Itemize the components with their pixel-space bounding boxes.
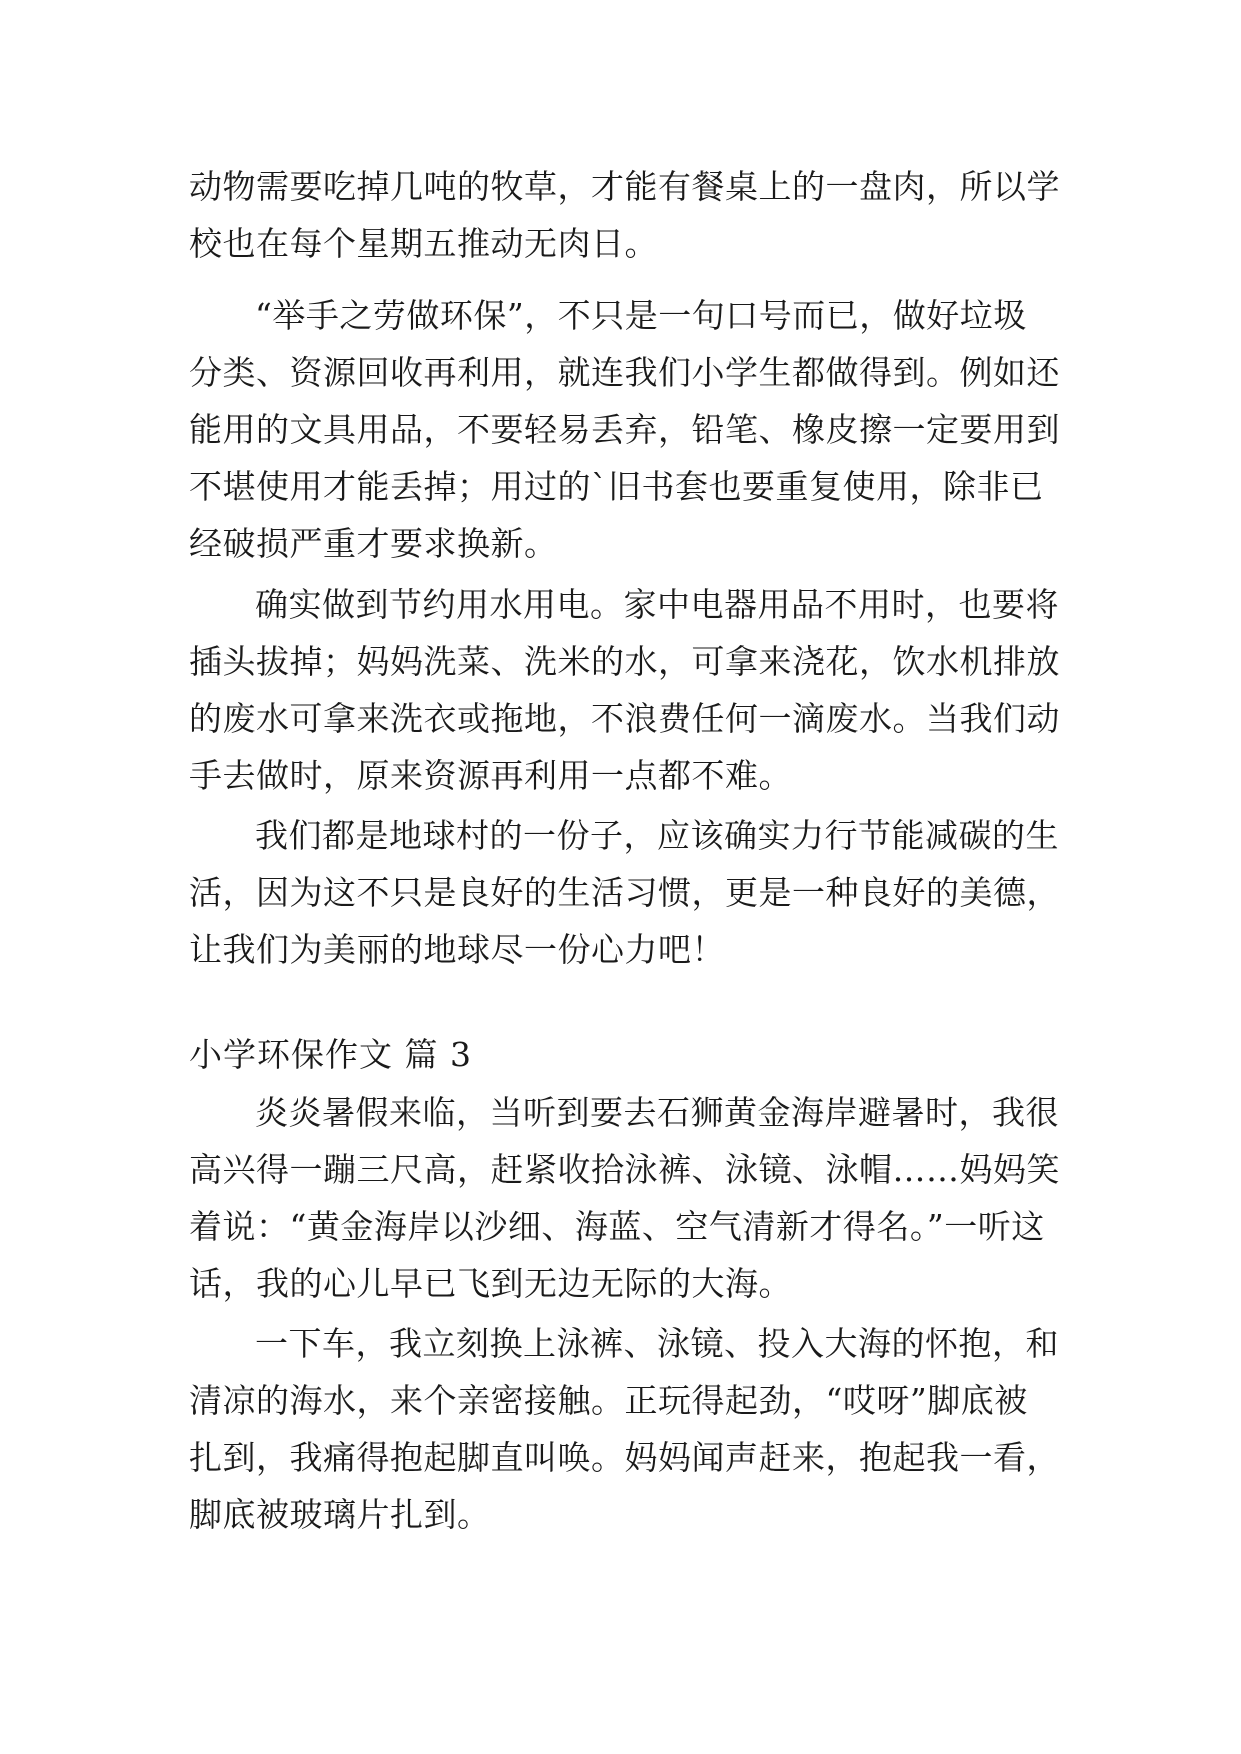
section-heading: 小学环保作文 篇 3	[189, 1035, 472, 1074]
paragraph-line: 我们都是地球村的一份子，应该确实力行节能减碳的生	[255, 816, 1059, 855]
paragraph-line: 经破损严重才要求换新。	[189, 524, 558, 563]
paragraph-line: 一下车，我立刻换上泳裤、泳镜、投入大海的怀抱，和	[255, 1324, 1059, 1363]
paragraph-line: 不堪使用才能丢掉；用过的`旧书套也要重复使用，除非已	[189, 467, 1044, 506]
paragraph-line: 能用的文具用品，不要轻易丢弃，铅笔、橡皮擦一定要用到	[189, 410, 1060, 449]
paragraph-line: “举手之劳做环保”，不只是一句口号而已，做好垃圾	[255, 296, 1027, 335]
paragraph-line: 着说：“黄金海岸以沙细、海蓝、空气清新才得名。”一听这	[189, 1207, 1045, 1246]
paragraph-line: 让我们为美丽的地球尽一份心力吧！	[189, 930, 725, 969]
paragraph-line: 高兴得一蹦三尺高，赶紧收拾泳裤、泳镜、泳帽……妈妈笑	[189, 1150, 1060, 1189]
paragraph-line: 手去做时，原来资源再利用一点都不难。	[189, 756, 792, 795]
paragraph-line: 扎到，我痛得抱起脚直叫唤。妈妈闻声赶来，抱起我一看，	[189, 1438, 1060, 1477]
paragraph-line: 的废水可拿来洗衣或拖地，不浪费任何一滴废水。当我们动	[189, 699, 1060, 738]
paragraph-line: 活，因为这不只是良好的生活习惯，更是一种良好的美德，	[189, 873, 1060, 912]
paragraph-line: 脚底被玻璃片扎到。	[189, 1495, 491, 1534]
paragraph-line: 确实做到节约用水用电。家中电器用品不用时，也要将	[255, 585, 1059, 624]
paragraph-line: 动物需要吃掉几吨的牧草，才能有餐桌上的一盘肉，所以学	[189, 167, 1060, 206]
paragraph-line: 清凉的海水，来个亲密接触。正玩得起劲，“哎呀”脚底被	[189, 1381, 1028, 1420]
paragraph-line: 炎炎暑假来临，当听到要去石狮黄金海岸避暑时，我很	[255, 1093, 1059, 1132]
paragraph-line: 插头拔掉；妈妈洗菜、洗米的水，可拿来浇花，饮水机排放	[189, 642, 1060, 681]
paragraph-line: 分类、资源回收再利用，就连我们小学生都做得到。例如还	[189, 353, 1060, 392]
paragraph-line: 话，我的心儿早已飞到无边无际的大海。	[189, 1264, 792, 1303]
paragraph-line: 校也在每个星期五推动无肉日。	[189, 224, 658, 263]
